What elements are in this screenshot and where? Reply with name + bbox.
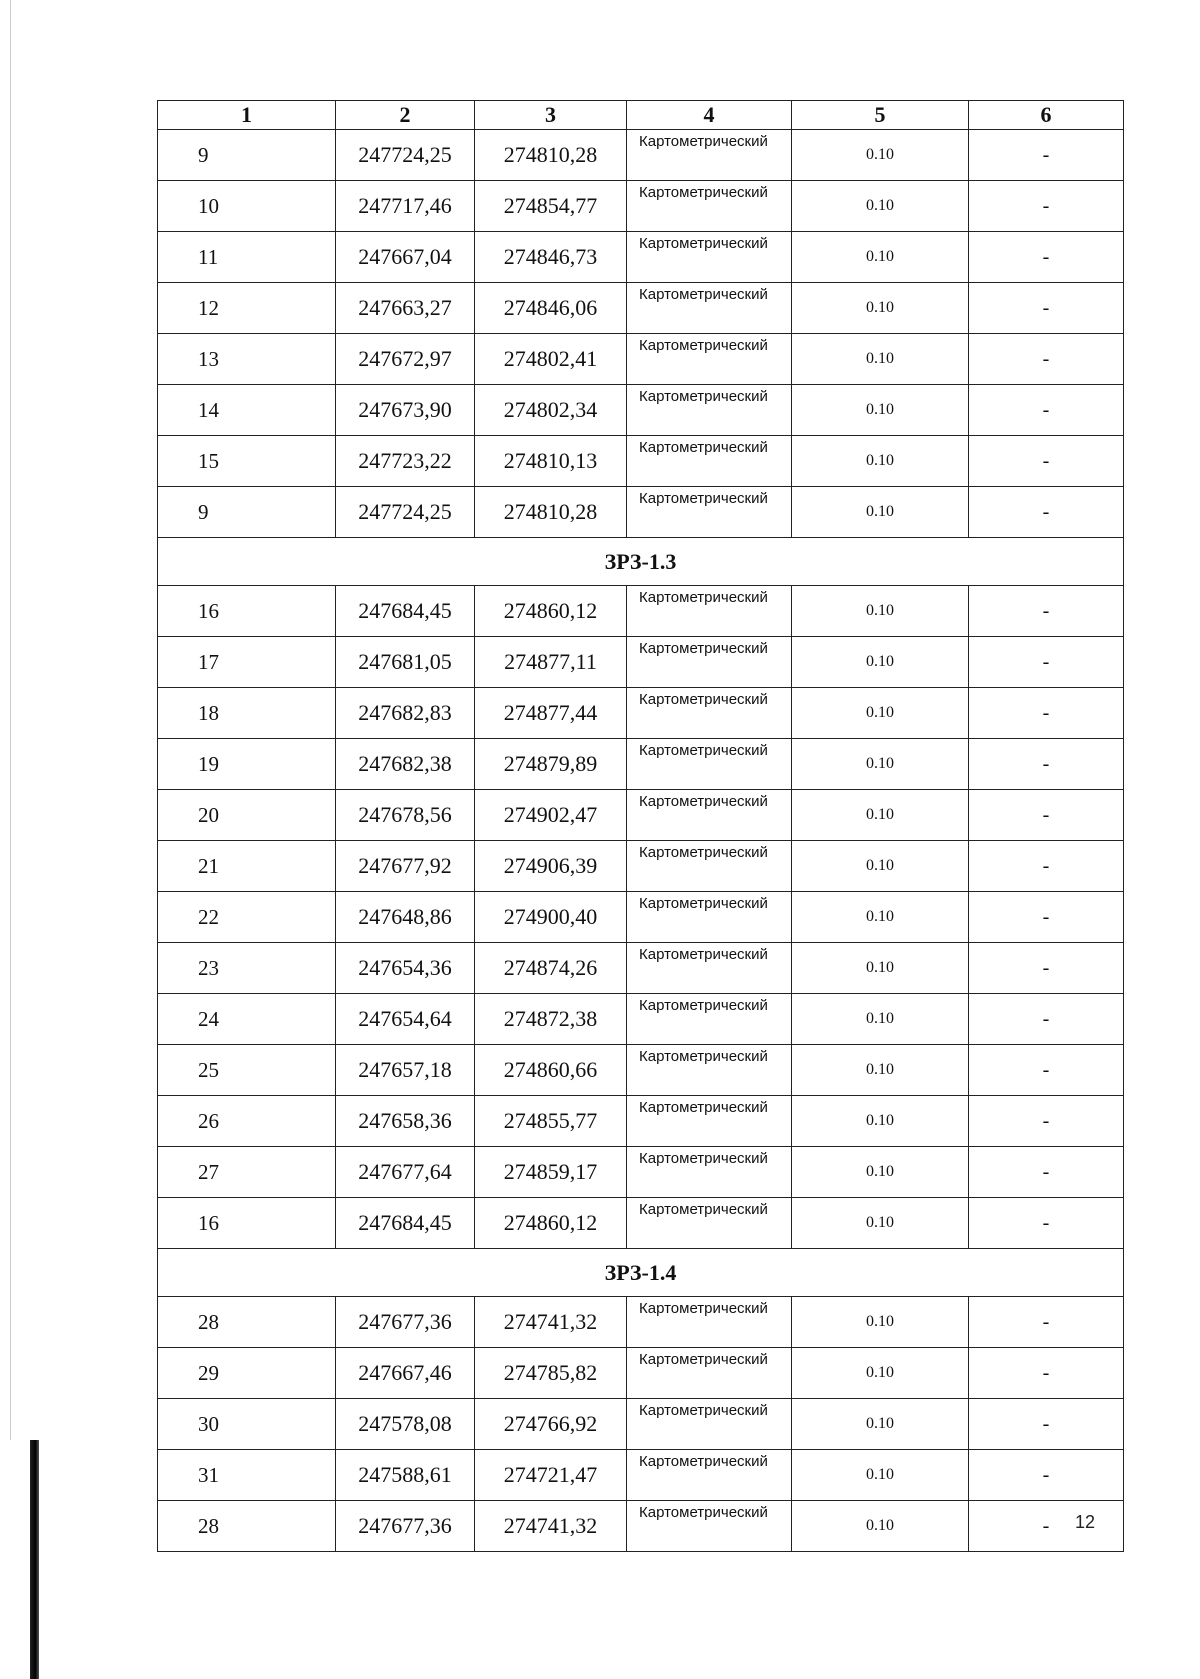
- method-cell: Картометрический: [627, 943, 792, 994]
- accuracy-cell: 0.10: [792, 892, 969, 943]
- method-cell: Картометрический: [627, 283, 792, 334]
- x-coordinate-cell: 247682,83: [336, 688, 475, 739]
- x-coordinate-cell: 247667,46: [336, 1348, 475, 1399]
- method-cell: Картометрический: [627, 232, 792, 283]
- note-cell: -: [969, 1045, 1124, 1096]
- header-row: [158, 101, 1124, 130]
- y-coordinate-cell: 274802,34: [475, 385, 627, 436]
- note-cell: -: [969, 181, 1124, 232]
- x-coordinate-cell: 247588,61: [336, 1450, 475, 1501]
- accuracy-cell: 0.10: [792, 1045, 969, 1096]
- table-row: [158, 1147, 1124, 1198]
- x-coordinate-cell: 247677,92: [336, 841, 475, 892]
- x-coordinate-cell: 247677,36: [336, 1501, 475, 1552]
- accuracy-cell: 0.10: [792, 943, 969, 994]
- accuracy-cell: 0.10: [792, 1501, 969, 1552]
- table-row: [158, 181, 1124, 232]
- point-number-cell: 10: [158, 181, 336, 232]
- x-coordinate-cell: 247578,08: [336, 1399, 475, 1450]
- table-row: [158, 892, 1124, 943]
- table-row: [158, 841, 1124, 892]
- point-number-cell: 19: [158, 739, 336, 790]
- note-cell: -: [969, 841, 1124, 892]
- point-number-cell: 26: [158, 1096, 336, 1147]
- note-cell: -: [969, 1147, 1124, 1198]
- section-title: ЗРЗ-1.4: [158, 1249, 1124, 1297]
- point-number-cell: 22: [158, 892, 336, 943]
- y-coordinate-cell: 274877,11: [475, 637, 627, 688]
- y-coordinate-cell: 274854,77: [475, 181, 627, 232]
- accuracy-cell: 0.10: [792, 283, 969, 334]
- note-cell: -: [969, 334, 1124, 385]
- column-header-1: 1: [158, 101, 336, 130]
- table-row: [158, 283, 1124, 334]
- accuracy-cell: 0.10: [792, 841, 969, 892]
- method-cell: Картометрический: [627, 436, 792, 487]
- y-coordinate-cell: 274860,66: [475, 1045, 627, 1096]
- y-coordinate-cell: 274741,32: [475, 1297, 627, 1348]
- x-coordinate-cell: 247673,90: [336, 385, 475, 436]
- x-coordinate-cell: 247681,05: [336, 637, 475, 688]
- method-cell: Картометрический: [627, 892, 792, 943]
- note-cell: -: [969, 487, 1124, 538]
- y-coordinate-cell: 274810,28: [475, 130, 627, 181]
- method-cell: Картометрический: [627, 1501, 792, 1552]
- x-coordinate-cell: 247678,56: [336, 790, 475, 841]
- table-row: [158, 232, 1124, 283]
- y-coordinate-cell: 274721,47: [475, 1450, 627, 1501]
- accuracy-cell: 0.10: [792, 232, 969, 283]
- coordinates-table: [157, 100, 1124, 1552]
- method-cell: Картометрический: [627, 739, 792, 790]
- accuracy-cell: 0.10: [792, 790, 969, 841]
- method-cell: Картометрический: [627, 637, 792, 688]
- point-number-cell: 9: [158, 130, 336, 181]
- note-cell: -: [969, 943, 1124, 994]
- note-cell: -: [969, 790, 1124, 841]
- column-header-4: 4: [627, 101, 792, 130]
- point-number-cell: 17: [158, 637, 336, 688]
- method-cell: Картометрический: [627, 1450, 792, 1501]
- method-cell: Картометрический: [627, 1348, 792, 1399]
- table-body: [158, 101, 1124, 1552]
- table-row: [158, 1450, 1124, 1501]
- method-cell: Картометрический: [627, 334, 792, 385]
- x-coordinate-cell: 247657,18: [336, 1045, 475, 1096]
- x-coordinate-cell: 247682,38: [336, 739, 475, 790]
- note-cell: -: [969, 283, 1124, 334]
- note-cell: -: [969, 1198, 1124, 1249]
- accuracy-cell: 0.10: [792, 1198, 969, 1249]
- y-coordinate-cell: 274846,73: [475, 232, 627, 283]
- method-cell: Картометрический: [627, 1297, 792, 1348]
- table-row: [158, 790, 1124, 841]
- point-number-cell: 25: [158, 1045, 336, 1096]
- point-number-cell: 31: [158, 1450, 336, 1501]
- y-coordinate-cell: 274877,44: [475, 688, 627, 739]
- point-number-cell: 16: [158, 1198, 336, 1249]
- method-cell: Картометрический: [627, 385, 792, 436]
- y-coordinate-cell: 274906,39: [475, 841, 627, 892]
- y-coordinate-cell: 274802,41: [475, 334, 627, 385]
- note-cell: -: [969, 130, 1124, 181]
- column-header-6: 6: [969, 101, 1124, 130]
- y-coordinate-cell: 274900,40: [475, 892, 627, 943]
- x-coordinate-cell: 247677,36: [336, 1297, 475, 1348]
- table-row: [158, 1198, 1124, 1249]
- note-cell: -: [969, 739, 1124, 790]
- table-row: [158, 1096, 1124, 1147]
- x-coordinate-cell: 247672,97: [336, 334, 475, 385]
- y-coordinate-cell: 274766,92: [475, 1399, 627, 1450]
- table-row: [158, 586, 1124, 637]
- method-cell: Картометрический: [627, 1198, 792, 1249]
- point-number-cell: 20: [158, 790, 336, 841]
- point-number-cell: 30: [158, 1399, 336, 1450]
- table-row: [158, 943, 1124, 994]
- point-number-cell: 14: [158, 385, 336, 436]
- table-row: [158, 1399, 1124, 1450]
- y-coordinate-cell: 274860,12: [475, 1198, 627, 1249]
- x-coordinate-cell: 247667,04: [336, 232, 475, 283]
- x-coordinate-cell: 247717,46: [336, 181, 475, 232]
- table-row: [158, 1348, 1124, 1399]
- y-coordinate-cell: 274879,89: [475, 739, 627, 790]
- point-number-cell: 16: [158, 586, 336, 637]
- x-coordinate-cell: 247663,27: [336, 283, 475, 334]
- method-cell: Картометрический: [627, 994, 792, 1045]
- method-cell: Картометрический: [627, 487, 792, 538]
- accuracy-cell: 0.10: [792, 688, 969, 739]
- table-row: [158, 487, 1124, 538]
- table-row: [158, 385, 1124, 436]
- point-number-cell: 23: [158, 943, 336, 994]
- x-coordinate-cell: 247724,25: [336, 487, 475, 538]
- point-number-cell: 24: [158, 994, 336, 1045]
- point-number-cell: 18: [158, 688, 336, 739]
- x-coordinate-cell: 247684,45: [336, 586, 475, 637]
- accuracy-cell: 0.10: [792, 994, 969, 1045]
- point-number-cell: 27: [158, 1147, 336, 1198]
- table-row: [158, 436, 1124, 487]
- method-cell: Картометрический: [627, 1045, 792, 1096]
- method-cell: Картометрический: [627, 790, 792, 841]
- y-coordinate-cell: 274902,47: [475, 790, 627, 841]
- y-coordinate-cell: 274874,26: [475, 943, 627, 994]
- table-row: [158, 688, 1124, 739]
- accuracy-cell: 0.10: [792, 334, 969, 385]
- y-coordinate-cell: 274741,32: [475, 1501, 627, 1552]
- accuracy-cell: 0.10: [792, 586, 969, 637]
- point-number-cell: 21: [158, 841, 336, 892]
- accuracy-cell: 0.10: [792, 181, 969, 232]
- accuracy-cell: 0.10: [792, 1450, 969, 1501]
- method-cell: Картометрический: [627, 1399, 792, 1450]
- table-row: [158, 1501, 1124, 1552]
- table-row: [158, 739, 1124, 790]
- x-coordinate-cell: 247723,22: [336, 436, 475, 487]
- point-number-cell: 28: [158, 1297, 336, 1348]
- note-cell: -: [969, 637, 1124, 688]
- scan-artifact-edge: [30, 1440, 39, 1679]
- column-header-3: 3: [475, 101, 627, 130]
- point-number-cell: 28: [158, 1501, 336, 1552]
- note-cell: -: [969, 1399, 1124, 1450]
- method-cell: Картометрический: [627, 1147, 792, 1198]
- table-row: [158, 334, 1124, 385]
- accuracy-cell: 0.10: [792, 739, 969, 790]
- accuracy-cell: 0.10: [792, 1096, 969, 1147]
- method-cell: Картометрический: [627, 586, 792, 637]
- note-cell: -: [969, 436, 1124, 487]
- note-cell: -: [969, 385, 1124, 436]
- note-cell: -: [969, 586, 1124, 637]
- note-cell: -: [969, 1348, 1124, 1399]
- x-coordinate-cell: 247654,64: [336, 994, 475, 1045]
- section-title: ЗРЗ-1.3: [158, 538, 1124, 586]
- method-cell: Картометрический: [627, 181, 792, 232]
- table-row: [158, 130, 1124, 181]
- point-number-cell: 13: [158, 334, 336, 385]
- accuracy-cell: 0.10: [792, 436, 969, 487]
- point-number-cell: 12: [158, 283, 336, 334]
- accuracy-cell: 0.10: [792, 130, 969, 181]
- y-coordinate-cell: 274846,06: [475, 283, 627, 334]
- x-coordinate-cell: 247648,86: [336, 892, 475, 943]
- page-number: 12: [1075, 1512, 1096, 1532]
- point-number-cell: 29: [158, 1348, 336, 1399]
- accuracy-cell: 0.10: [792, 1399, 969, 1450]
- method-cell: Картометрический: [627, 841, 792, 892]
- accuracy-cell: 0.10: [792, 637, 969, 688]
- method-cell: Картометрический: [627, 1096, 792, 1147]
- note-cell: -: [969, 1501, 1124, 1552]
- accuracy-cell: 0.10: [792, 1147, 969, 1198]
- x-coordinate-cell: 247724,25: [336, 130, 475, 181]
- accuracy-cell: 0.10: [792, 487, 969, 538]
- note-cell: -: [969, 1297, 1124, 1348]
- y-coordinate-cell: 274810,28: [475, 487, 627, 538]
- note-cell: -: [969, 1096, 1124, 1147]
- table-row: [158, 1045, 1124, 1096]
- x-coordinate-cell: 247684,45: [336, 1198, 475, 1249]
- accuracy-cell: 0.10: [792, 1297, 969, 1348]
- scan-artifact-line: [10, 0, 11, 1440]
- x-coordinate-cell: 247677,64: [336, 1147, 475, 1198]
- y-coordinate-cell: 274872,38: [475, 994, 627, 1045]
- accuracy-cell: 0.10: [792, 385, 969, 436]
- method-cell: Картометрический: [627, 688, 792, 739]
- method-cell: Картометрический: [627, 130, 792, 181]
- note-cell: -: [969, 994, 1124, 1045]
- x-coordinate-cell: 247658,36: [336, 1096, 475, 1147]
- section-header-row: [158, 1249, 1124, 1297]
- y-coordinate-cell: 274860,12: [475, 586, 627, 637]
- section-header-row: [158, 538, 1124, 586]
- column-header-2: 2: [336, 101, 475, 130]
- note-cell: -: [969, 892, 1124, 943]
- x-coordinate-cell: 247654,36: [336, 943, 475, 994]
- point-number-cell: 11: [158, 232, 336, 283]
- y-coordinate-cell: 274855,77: [475, 1096, 627, 1147]
- column-header-5: 5: [792, 101, 969, 130]
- point-number-cell: 15: [158, 436, 336, 487]
- note-cell: -: [969, 688, 1124, 739]
- point-number-cell: 9: [158, 487, 336, 538]
- y-coordinate-cell: 274859,17: [475, 1147, 627, 1198]
- table-row: [158, 994, 1124, 1045]
- accuracy-cell: 0.10: [792, 1348, 969, 1399]
- note-cell: -: [969, 1450, 1124, 1501]
- table-row: [158, 1297, 1124, 1348]
- y-coordinate-cell: 274810,13: [475, 436, 627, 487]
- table-row: [158, 637, 1124, 688]
- y-coordinate-cell: 274785,82: [475, 1348, 627, 1399]
- note-cell: -: [969, 232, 1124, 283]
